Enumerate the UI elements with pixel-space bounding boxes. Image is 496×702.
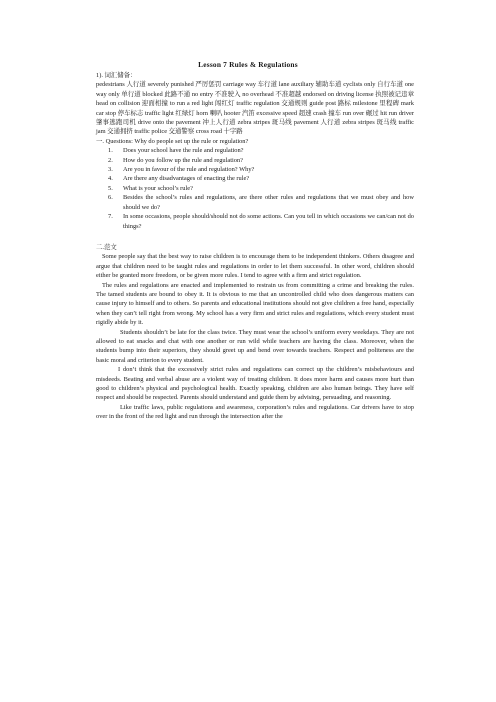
essay-paragraph: Some people say that the best way to raise children is to encourage them to be independent thinkers. Others disagree and argue that children need to be taught rules and regulations in order to let them successful. In other word, children should either be granted more freedom, or be given more rules. I tend to agree with a firm and strict regulation. (96, 253, 414, 280)
essay-paragraph: I don’t think that the excessively strict rules and regulations can correct up the children’s misbehaviours and misdeeds. Beating and verbal abuse are a violent way of treating children. It does more harm and causes more hurt than good to children’s physical and psychological health. Exactly speaking, children are also human beings. They have self respect and should be respected. Parents should understand and guide them by advising, persuading, and reasoning. (96, 366, 414, 402)
question-text: Besides the school’s rules and regulations, are there other rules and regulations that we must obey and how should we do? (123, 194, 414, 211)
question-item (96, 146, 414, 155)
question-text: How do you follow up the rule and regulation? (123, 156, 243, 164)
question-number: 4. (108, 175, 113, 183)
question-item (96, 184, 414, 193)
question-text: Are there any disadvantages of enacting the rule? (123, 175, 250, 183)
question-number: 1. (108, 147, 113, 155)
question-item (96, 165, 414, 174)
question-list (96, 146, 414, 231)
vocab-heading: 1). 词汇储备： (96, 72, 137, 79)
essay-paragraph: The rules and regulations are enacted and implemented to restrain us from committing a crime and breaking the rules. The tamed students are bound to obey it. It is obvious to me that an uncontrolled child who does dangerous matters can cause injury to himself and to others. So parents and educational institutions should not give children a free hand, especially when they can’t tell right from wrong. My school has a very firm and strict rules and regulations, which every student must rigidly abide by it. (96, 281, 414, 327)
question-text: In some occasions, people should/should not do some actions. Can you tell in which occasions we can/can not do things? (123, 213, 414, 230)
essay-heading: 二.范文 (96, 243, 117, 251)
questions-heading: 一. Questions: Why do people set up the rule or regulation? (96, 137, 249, 145)
document-body (96, 71, 414, 422)
question-text: Does your school have the rule and regulation? (123, 147, 244, 155)
essay-paragraph: Like traffic laws, public regulations and awareness, corporation’s rules and regulations. Car drivers have to stop over in the front of the red light and run through the intersection after the (96, 403, 414, 421)
question-item (96, 156, 414, 165)
question-number: 2. (108, 156, 113, 164)
question-item (96, 174, 414, 183)
question-text: Are you in favour of the rule and regulation? Why? (123, 166, 255, 174)
question-item (96, 193, 414, 212)
vocab-list: pedestrians 人行道 severely punished 严厉惩罚 carriage way 车行道 lane auxiliary 辅助车道 cyclists only 自行车道 one way only 单行道 blocked 此路不通 no entry 不准驶入 no overhead 不准超越 endorsed on driving license 执照被记违章 head on collision 迎面相撞 to run a red light 闯红灯 traffic regulation 交通规则 guide post 路标 milestone 里程碑 mark car stop 停车标志 traffic light 红绿灯 horn 喇叭 hooter 汽笛 excessive speed 超速 crash 撞车 run over 碾过 hit run driver 肇事逃跑司机 drive onto the pavement 冲上人行道 zebra stripes 斑马线 pavement 人行道 zebra stripes 斑马线 traffic jam 交通拥挤 traffic police 交通警察 cross road 十字路 (96, 81, 414, 136)
question-text: What is your school’s rule? (123, 184, 193, 192)
lesson-title: Lesson 7 Rules & Regulations (198, 60, 298, 69)
essay-paragraph: Students shouldn’t be late for the class twice. They must wear the school’s uniform every weekdays. They are not allowed to eat snacks and chat with one another or run wild while teachers are having the class. Moreover, when the students bump into their superiors, they should greet up and bend over towards teachers. Respect and politeness are the basic moral and criterion to every student. (96, 328, 414, 364)
question-number: 5. (108, 184, 113, 192)
question-number: 6. (108, 194, 113, 202)
question-number: 3. (108, 166, 113, 174)
question-item (96, 212, 414, 231)
question-number: 7. (108, 213, 113, 221)
section-spacer (96, 231, 414, 243)
